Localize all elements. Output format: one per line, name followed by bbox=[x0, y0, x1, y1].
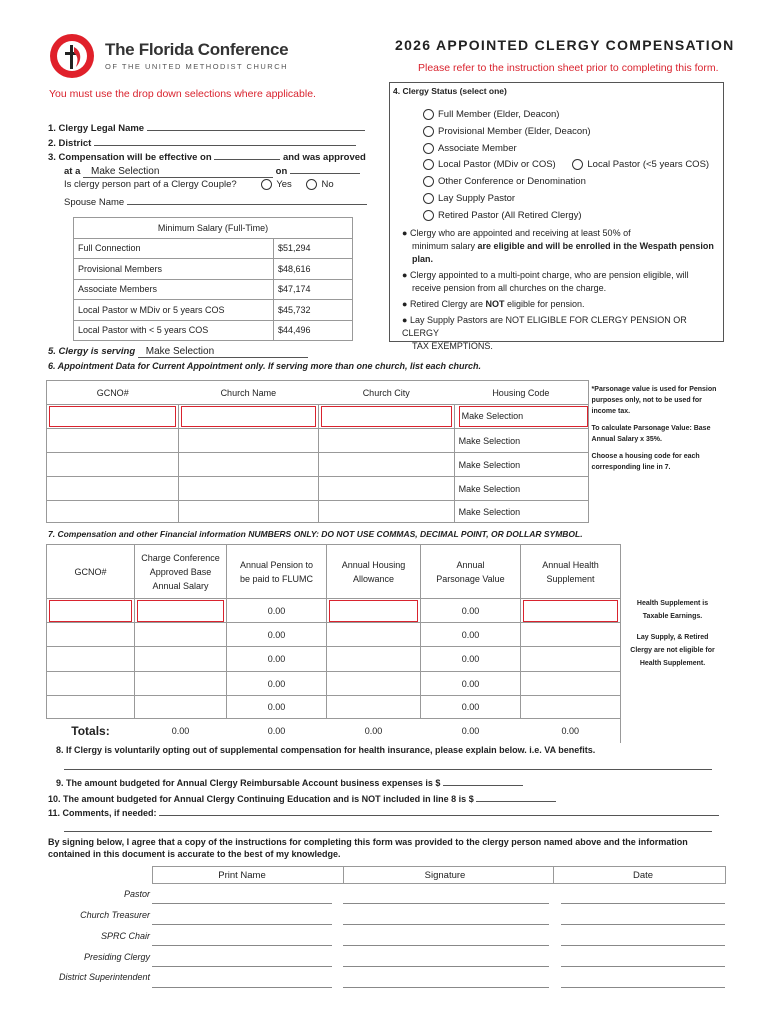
couple-yes-radio[interactable] bbox=[261, 179, 272, 190]
role-presiding-clergy: Presiding Clergy bbox=[83, 952, 150, 962]
housing-select[interactable]: Make Selection bbox=[454, 477, 588, 501]
section8-field[interactable] bbox=[64, 760, 712, 770]
total-salary: 0.00 bbox=[171, 725, 190, 736]
presiding-date-field[interactable] bbox=[561, 966, 725, 967]
status-option-lay-supply: Lay Supply Pastor bbox=[423, 191, 709, 208]
total-housing: 0.00 bbox=[364, 725, 383, 736]
salary-table-title: Minimum Salary (Full-Time) bbox=[74, 218, 353, 239]
calc-note: To calculate Parsonage Value: Base Annual Salary x 35%. bbox=[591, 424, 711, 443]
section10-row: 10. The amount budgeted for Annual Clergy Continuing Education and is NOT included in line 8 is $ bbox=[48, 792, 556, 804]
approved-row: at a Make Selection on bbox=[64, 164, 360, 178]
section8-label: 8. If Clergy is voluntarily opting out of supplemental compensation for health insurance, please explain below. i.e. VA benefits. bbox=[56, 745, 596, 755]
role-district-superintendent: District Superintendent bbox=[58, 972, 150, 982]
instruction-note: Please refer to the instruction sheet prior to completing this form. bbox=[418, 62, 719, 74]
effective-date-field[interactable] bbox=[214, 150, 280, 160]
status-option-provisional: Provisional Member (Elder, Deacon) bbox=[423, 124, 709, 141]
continuing-ed-amount-field[interactable] bbox=[476, 792, 556, 802]
pastor-signature-field[interactable] bbox=[343, 903, 549, 904]
signing-statement: By signing below, I agree that a copy of the instructions for completing this form was provided to the clergy person named above and the information contained in this document is accurate to the best of my knowledge. bbox=[48, 837, 688, 859]
legal-name-label: 1. Clergy Legal Name bbox=[48, 121, 365, 134]
health-taxable-note: Health Supplement is Taxable Earnings. bbox=[636, 599, 709, 620]
status-option-associate: Associate Member bbox=[423, 141, 709, 158]
reimbursable-amount-field[interactable] bbox=[443, 776, 523, 786]
status-option-full-member: Full Member (Elder, Deacon) bbox=[423, 107, 709, 124]
compensation-table bbox=[46, 544, 724, 743]
serving-select[interactable]: Make Selection bbox=[138, 348, 308, 358]
pension-value: 0.00 bbox=[227, 599, 327, 623]
presiding-signature-field[interactable] bbox=[343, 966, 549, 967]
total-pension: 0.00 bbox=[267, 725, 286, 736]
col-signature: Signature bbox=[424, 870, 466, 881]
couple-no-radio[interactable] bbox=[306, 179, 317, 190]
pension-notes: ● Clergy who are appointed and receiving at least 50% of minimum salary are eligible and will be enrolled in the Wespath pension plan. ● Clergy appointed to a multi-point charge, who are pension eligible, will receive pension from all churches on the charge. ● Retired Clergy are NOT eligible for pension. ● Lay Supply Pastors are NOT ELIGIBLE FOR CLERGY PENSION OR CLERGY TAX EXEMPTIONS. bbox=[402, 228, 714, 351]
org-name: The Florida Conference bbox=[105, 40, 289, 59]
role-sprc-chair: SPRC Chair bbox=[100, 931, 150, 941]
housing-note: Choose a housing code for each corresponding line in 7. bbox=[591, 452, 700, 471]
health-eligibility-note: Lay Supply, & Retired Clergy are not eligible for Health Supplement. bbox=[630, 633, 715, 667]
appointment-table bbox=[46, 380, 724, 523]
col-gcno: GCNO# bbox=[47, 381, 179, 405]
col-church-name: Church Name bbox=[178, 381, 318, 405]
ds-signature-field[interactable] bbox=[343, 987, 549, 988]
role-pastor: Pastor bbox=[123, 889, 150, 899]
status-option-local-pastor: Local Pastor (MDiv or COS) Local Pastor (<5 years COS) bbox=[423, 157, 709, 174]
total-parsonage: 0.00 bbox=[461, 725, 480, 736]
clergy-status-box bbox=[389, 82, 724, 351]
dropdown-note: You must use the drop down selections where applicable. bbox=[49, 88, 316, 100]
comp-effective-row: 3. Compensation will be effective on and was approved bbox=[48, 152, 366, 163]
col-parsonage-value: Annual Parsonage Value bbox=[421, 545, 521, 599]
table-row: Provisional Members $48,616 bbox=[74, 259, 353, 280]
parsonage-value: 0.00 bbox=[421, 599, 521, 623]
spouse-row: Spouse Name bbox=[64, 195, 367, 208]
ds-date-field[interactable] bbox=[561, 987, 725, 988]
comments-field[interactable] bbox=[159, 806, 719, 816]
col-housing-code: Housing Code bbox=[454, 381, 588, 405]
table-row: 0.00 0.00 bbox=[47, 647, 725, 672]
status-option-other: Other Conference or Denomination bbox=[423, 174, 709, 191]
presiding-print-field[interactable] bbox=[152, 966, 332, 967]
min-salary-table bbox=[73, 217, 353, 341]
table-row: Local Pastor with < 5 years COS $44,496 bbox=[74, 320, 353, 341]
col-housing-allowance: Annual Housing Allowance bbox=[327, 545, 421, 599]
table-row: 0.00 0.00 bbox=[47, 623, 725, 647]
district-field[interactable] bbox=[94, 136, 356, 146]
total-health: 0.00 bbox=[561, 725, 580, 736]
section9-row: 9. The amount budgeted for Annual Clergy Reimbursable Account business expenses is $ bbox=[56, 776, 523, 788]
approval-date-field[interactable] bbox=[290, 164, 360, 174]
section7-label: 7. Compensation and other Financial information NUMBERS ONLY: DO NOT USE COMMAS, DECIMAL POINT, OR DOLLAR SYMBOL. bbox=[48, 529, 583, 539]
gcno-input[interactable] bbox=[49, 406, 176, 427]
conference-logo bbox=[50, 34, 94, 78]
section6-label: 6. Appointment Data for Current Appointment only. If serving more than one church, list each church. bbox=[48, 361, 482, 371]
ds-print-field[interactable] bbox=[152, 987, 332, 988]
col-base-salary: Charge Conference Approved Base Annual Salary bbox=[135, 545, 227, 599]
form-title: 2026 APPOINTED CLERGY COMPENSATION bbox=[395, 37, 735, 53]
role-treasurer: Church Treasurer bbox=[80, 910, 150, 920]
church-name-input[interactable] bbox=[181, 406, 316, 427]
serving-row: 5. Clergy is serving Make Selection bbox=[48, 346, 308, 358]
approval-select[interactable]: Make Selection bbox=[83, 167, 273, 178]
housing-select[interactable]: Make Selection bbox=[454, 453, 588, 477]
cross-flame-icon bbox=[60, 41, 86, 73]
table-row: 0.00 0.00 bbox=[47, 696, 725, 719]
col-print-name: Print Name bbox=[218, 870, 266, 881]
section11-row: 11. Comments, if needed: bbox=[48, 806, 719, 818]
treasurer-signature-field[interactable] bbox=[343, 924, 549, 925]
table-row: Local Pastor w MDiv or 5 years COS $45,732 bbox=[74, 300, 353, 321]
table-row: Full Connection $51,294 bbox=[74, 238, 353, 259]
spouse-name-field[interactable] bbox=[127, 195, 367, 205]
table-row: 0.00 0.00 bbox=[47, 672, 725, 696]
col-date: Date bbox=[632, 870, 654, 881]
sprc-signature-field[interactable] bbox=[343, 945, 549, 946]
col-church-city: Church City bbox=[318, 381, 454, 405]
housing-select[interactable]: Make Selection bbox=[459, 406, 588, 427]
col-gcno: GCNO# bbox=[47, 545, 135, 599]
totals-label: Totals: bbox=[71, 723, 110, 738]
gcno-input[interactable] bbox=[49, 600, 132, 622]
housing-select[interactable]: Make Selection bbox=[454, 429, 588, 453]
pastor-date-field[interactable] bbox=[561, 903, 725, 904]
table-row: Associate Members $47,174 bbox=[74, 279, 353, 300]
status-title: 4. Clergy Status (select one) bbox=[393, 86, 507, 96]
col-health-supplement: Annual Health Supplement bbox=[521, 545, 621, 599]
church-city-input[interactable] bbox=[321, 406, 452, 427]
legal-name-field[interactable] bbox=[147, 121, 365, 131]
org-subtitle: OF THE UNITED METHODIST CHURCH bbox=[105, 62, 289, 71]
status-option-local-pastor-lt5[interactable] bbox=[572, 159, 583, 170]
sprc-print-field[interactable] bbox=[152, 945, 332, 946]
treasurer-date-field[interactable] bbox=[561, 924, 725, 925]
parsonage-note: *Parsonage value is used for Pension purposes only, not to be used for income tax. bbox=[591, 385, 717, 415]
housing-select[interactable]: Make Selection bbox=[454, 501, 588, 523]
treasurer-print-field[interactable] bbox=[152, 924, 332, 925]
status-option-retired: Retired Pastor (All Retired Clergy) bbox=[423, 208, 709, 225]
col-pension: Annual Pension to be paid to FLUMC bbox=[227, 545, 327, 599]
clergy-couple-row: Is clergy person part of a Clergy Couple? Yes No bbox=[64, 179, 334, 191]
district-label: 2. District bbox=[48, 136, 356, 149]
housing-allowance-input[interactable] bbox=[329, 600, 418, 622]
pastor-print-field[interactable] bbox=[152, 903, 332, 904]
comments-field-line2[interactable] bbox=[64, 822, 712, 832]
base-salary-input[interactable] bbox=[137, 600, 224, 622]
health-supplement-input[interactable] bbox=[523, 600, 618, 622]
sprc-date-field[interactable] bbox=[561, 945, 725, 946]
